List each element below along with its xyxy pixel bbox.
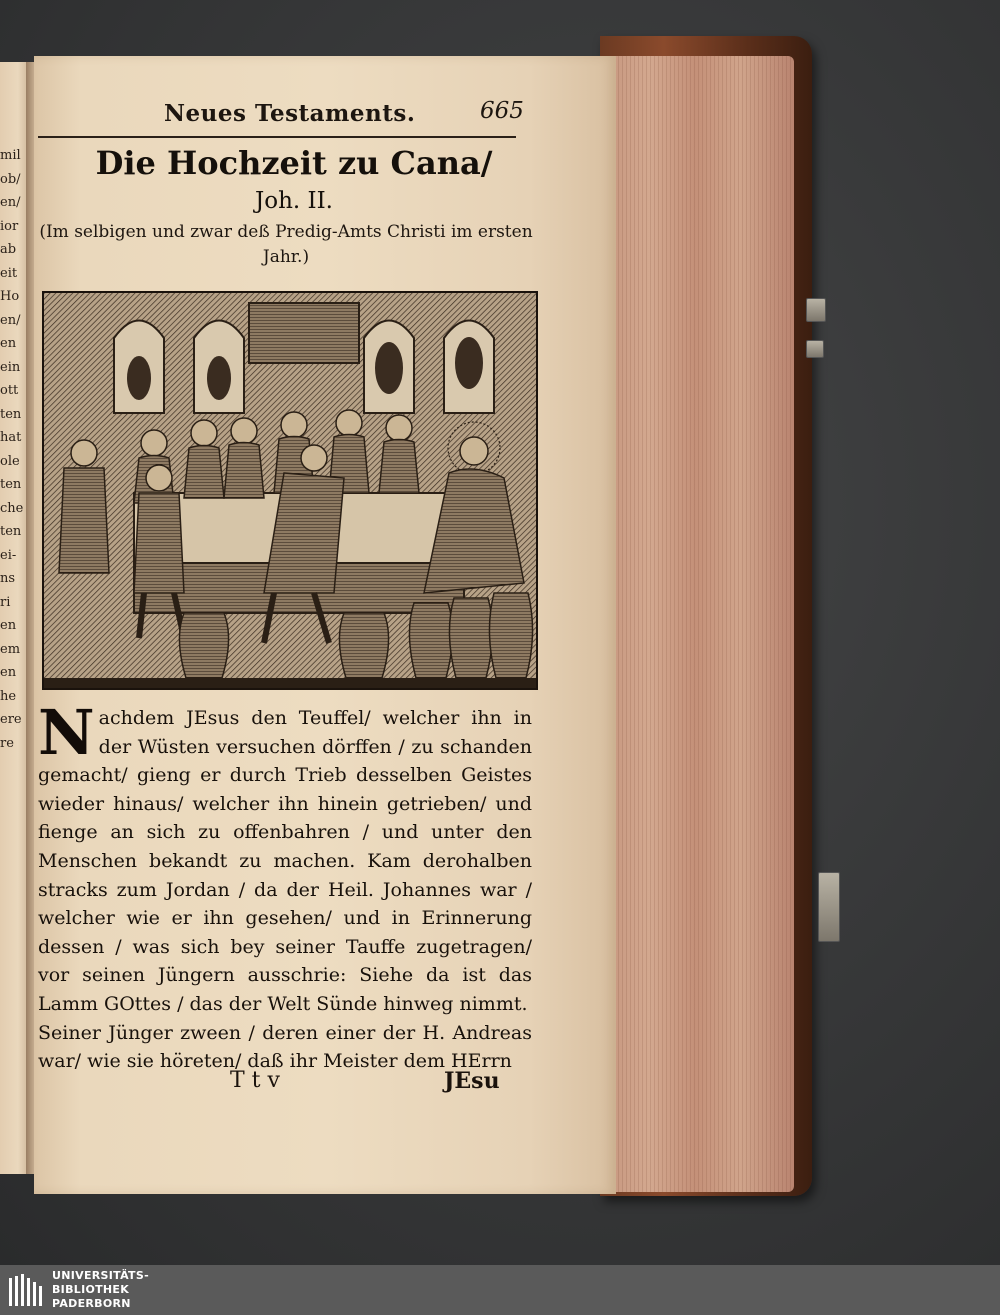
chapter-subtitle: (Im selbigen und zwar deß Predig-Amts Christi im ersten Jahr.): [39, 222, 533, 267]
left-page-fragment: eit: [0, 265, 18, 281]
clasp-upper-2: [806, 340, 824, 358]
page-number: 665: [480, 98, 524, 124]
library-footer: [0, 1265, 1000, 1315]
left-page-fragment: en: [0, 665, 17, 680]
chapter-title: Die Hochzeit zu Cana/: [95, 144, 493, 182]
paragraph-2: Seiner Jünger zween / deren einer der H. Andreas war/ wie sie höreten/ daß ihr Meister dem HErrn: [38, 1021, 532, 1073]
scripture-reference: Joh. II.: [255, 188, 333, 214]
page-header: [40, 98, 524, 130]
page-footer-line: [34, 1068, 528, 1098]
clasp-lower: [818, 872, 840, 942]
left-page-fragment: ein: [0, 359, 21, 375]
left-page-fragment: ob/: [0, 171, 21, 187]
book-page: [34, 56, 616, 1194]
library-name-line3: PADERBORN: [52, 1297, 131, 1310]
signature-mark: T t v: [230, 1068, 280, 1093]
left-page-fragment: ten: [0, 406, 22, 422]
woodcut-illustration: [42, 291, 538, 690]
clasp-upper: [806, 298, 826, 322]
running-head: Neues Testaments.: [164, 100, 416, 127]
left-page-fragment: em: [0, 641, 21, 657]
library-logo-icon: [8, 1274, 44, 1308]
body-text: [38, 696, 532, 1076]
left-page-fragment: hat: [0, 430, 22, 445]
left-page-fragment: ott: [0, 383, 19, 398]
left-page-fragment: ten: [0, 524, 22, 539]
left-page-fragment: ei-: [0, 547, 17, 563]
left-page-fragment: ns: [0, 571, 16, 586]
left-page-fragment: en: [0, 618, 17, 633]
left-page-fragment: ri: [0, 594, 11, 610]
left-page-fragment: Ho: [0, 289, 20, 304]
left-page-fragment: re: [0, 735, 14, 751]
left-page-fragment: ole: [0, 453, 20, 469]
catchword: JEsu: [444, 1068, 500, 1094]
left-page-fragment: che: [0, 500, 24, 516]
left-page-fragment: en/: [0, 312, 21, 328]
header-rule: [38, 136, 516, 138]
left-page-fragment: he: [0, 688, 17, 704]
left-page-fragment: mil: [0, 148, 21, 163]
left-page-fragment: ere: [0, 712, 22, 727]
library-name-line1: UNIVERSITÄTS-: [52, 1269, 149, 1282]
paragraph-1-text: achdem JEsus den Teuffel/ welcher ihn in der Wüsten versuchen dörffen / zu schanden gemacht/ gieng er durch Trieb desselben Geistes wieder hinaus/ welcher ihn hinein getrieben/ und fienge an sich zu offenbahren / und unter den Menschen bekandt zu machen. Kam derohalben stracks zum Jordan / da der Heil. Johannes war / welcher wie er ihn gesehen/ und in Erinnerung dessen / was sich bey seiner Tauffe zugetragen/ vor seinen Jüngern ausschrie: Siehe da ist das Lamm GOttes / das der Welt Sünde hinweg nimmt.: [38, 707, 532, 1015]
left-page-fragment: ior: [0, 218, 19, 234]
paragraph-1: [38, 696, 532, 1019]
drop-cap: N: [38, 696, 95, 769]
left-page-fragment: en: [0, 336, 17, 351]
left-page-fragment: ab: [0, 242, 17, 257]
page-fore-edge: [614, 56, 794, 1192]
left-page-fragment: en/: [0, 195, 21, 210]
left-page-fragment: ten: [0, 477, 22, 492]
library-name: [52, 1269, 149, 1311]
library-name-line2: BIBLIOTHEK: [52, 1283, 130, 1296]
